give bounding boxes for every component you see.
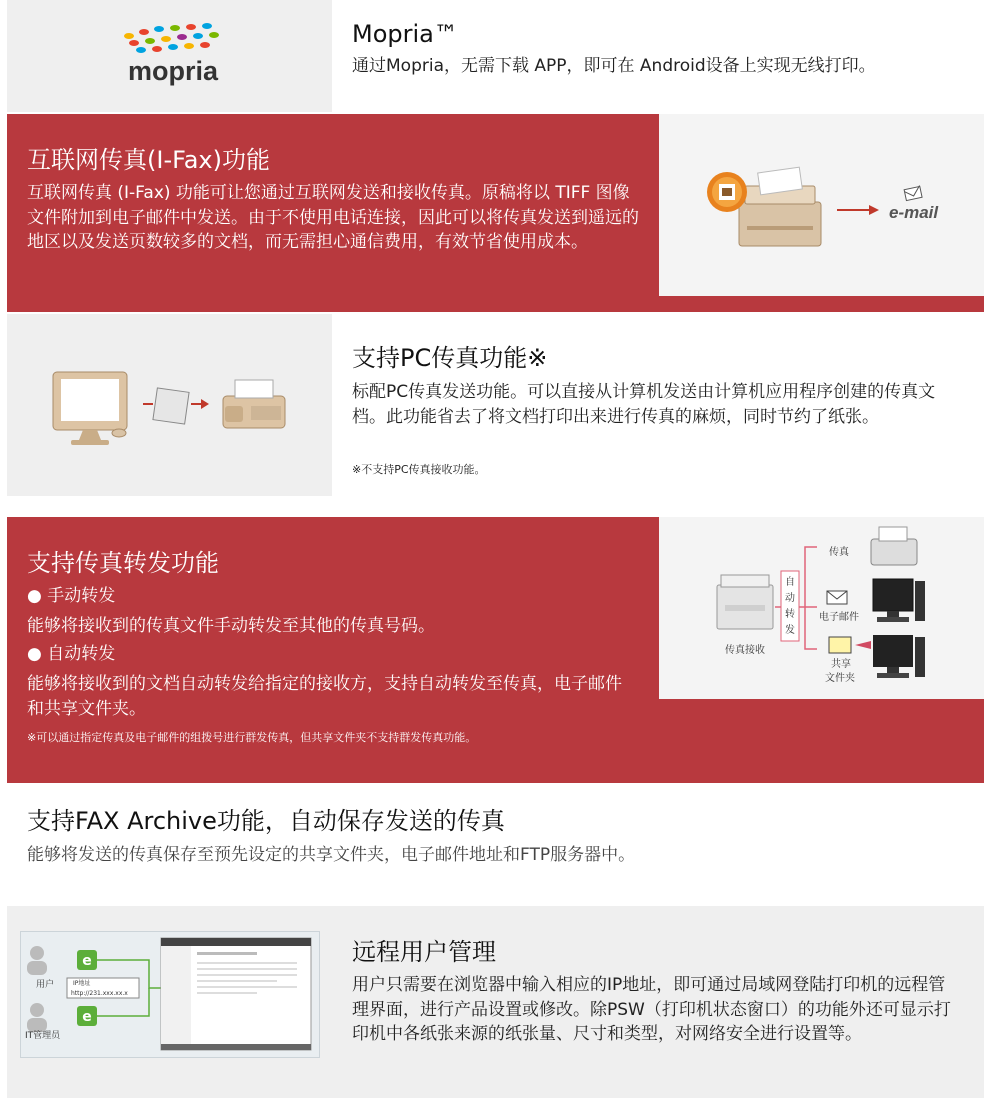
user-icon [27,946,47,975]
fax-label: 传真 [829,547,849,558]
archive-title: 支持FAX Archive功能，自动保存发送的传真 [27,807,505,835]
forward-auto-desc: 能够将接收到的文档自动转发给指定的接收方，支持自动转发至传真，电子邮件和共享文件夹。 [27,674,622,719]
pcfax-note: ※不支持PC传真接收功能。 [352,463,486,476]
ip-label: IP地址 [73,980,91,987]
pcfax-illustration [7,314,332,496]
computer-monitor-icon [53,372,127,445]
auto-forward-char-4: 发 [785,625,795,636]
copier-icon [739,167,821,246]
forward-manual-title: ● 手动转发 [27,586,116,606]
email-envelope-icon [827,591,847,604]
pc-email-icon [873,579,925,622]
browser-e-icon-2 [77,1006,97,1026]
pcfax-desc: 标配PC传真发送功能。可以直接从计算机发送由计算机应用程序创建的传真文档。此功能省去了将文档打印出来进行传真的麻烦，同时节约了纸张。 [352,382,936,427]
user-label: 用户 [36,980,55,990]
ifax-band [7,114,984,312]
fax-receive-label: 传真接收 [725,645,765,656]
folder-icon [829,637,851,653]
ifax-title: 互联网传真(I-Fax)功能 [27,146,270,174]
svg-text:e: e [82,953,92,969]
ip-url: http://231.xxx.xx.x [71,990,128,997]
arrow-to-folder-icon [855,641,871,649]
remote-desc: 用户只需要在浏览器中输入相应的IP地址，即可通过局域网登陆打印机的远程管理界面，进行产品设置或修改。除PSW（打印机状态窗口）的功能外还可显示打印机中各纸张来源的纸张量、尺寸和类型，对网络安全进行设置等。 [352,975,951,1044]
forward-title: 支持传真转发功能 [27,549,219,577]
remote-band [7,906,984,1098]
remote-ui-screenshot [161,938,311,1050]
scan-badge-icon [707,172,747,212]
email-label: e-mail [889,203,939,222]
fax-icon [871,527,917,565]
archive-desc: 能够将发送的传真保存至预先设定的共享文件夹，电子邮件地址和FTP服务器中。 [27,845,636,865]
shared-label-1: 共享 [831,659,851,670]
document-arrow-icon [143,388,209,424]
remote-title: 远程用户管理 [352,938,496,966]
admin-icon [27,1003,47,1032]
arrow-right-icon [837,205,879,215]
fax-machine-icon [223,380,285,428]
auto-forward-char-1: 自 [785,577,795,588]
mopria-logo [7,0,332,112]
pc-folder-icon [873,635,925,678]
mopria-logo-panel [7,0,332,112]
forward-auto-title: ● 自动转发 [27,644,116,664]
pcfax-title: 支持PC传真功能※ [352,344,548,372]
svg-text:e: e [82,1009,92,1025]
mopria-title: Mopria™ [352,20,458,48]
auto-forward-char-2: 动 [785,593,795,604]
remote-illustration [20,931,320,1058]
email-label: 电子邮件 [819,612,859,623]
admin-label: IT管理员 [25,1031,61,1041]
forward-note: ※可以通过指定传真及电子邮件的组拨号进行群发传真，但共享文件夹不支持群发传真功能。 [27,731,477,744]
forward-band [7,517,984,783]
ifax-desc: 互联网传真 (I-Fax) 功能可让您通过互联网发送和接收传真。原稿将以 TIFF 图像文件附加到电子邮件中发送。由于不使用电话连接，因此可以将传真发送到遥远的地区以及发送页数较多的文档，而无需担心通信费用，有效节省使用成本。 [27,183,639,252]
forward-manual-desc: 能够将接收到的传真文件手动转发至其他的传真号码。 [27,616,435,636]
mopria-dots [124,23,219,53]
browser-e-icon-1 [77,950,97,970]
forward-diagram [659,517,984,699]
shared-label-2: 文件夹 [825,673,855,684]
mopria-desc: 通过Mopria，无需下载 APP，即可在 Android设备上实现无线打印。 [352,56,876,76]
mopria-logo-text: mopria [127,56,219,86]
mfp-printer-icon [717,575,773,629]
email-icon [904,185,922,200]
auto-forward-char-3: 转 [785,609,795,620]
ifax-illustration [659,114,984,296]
